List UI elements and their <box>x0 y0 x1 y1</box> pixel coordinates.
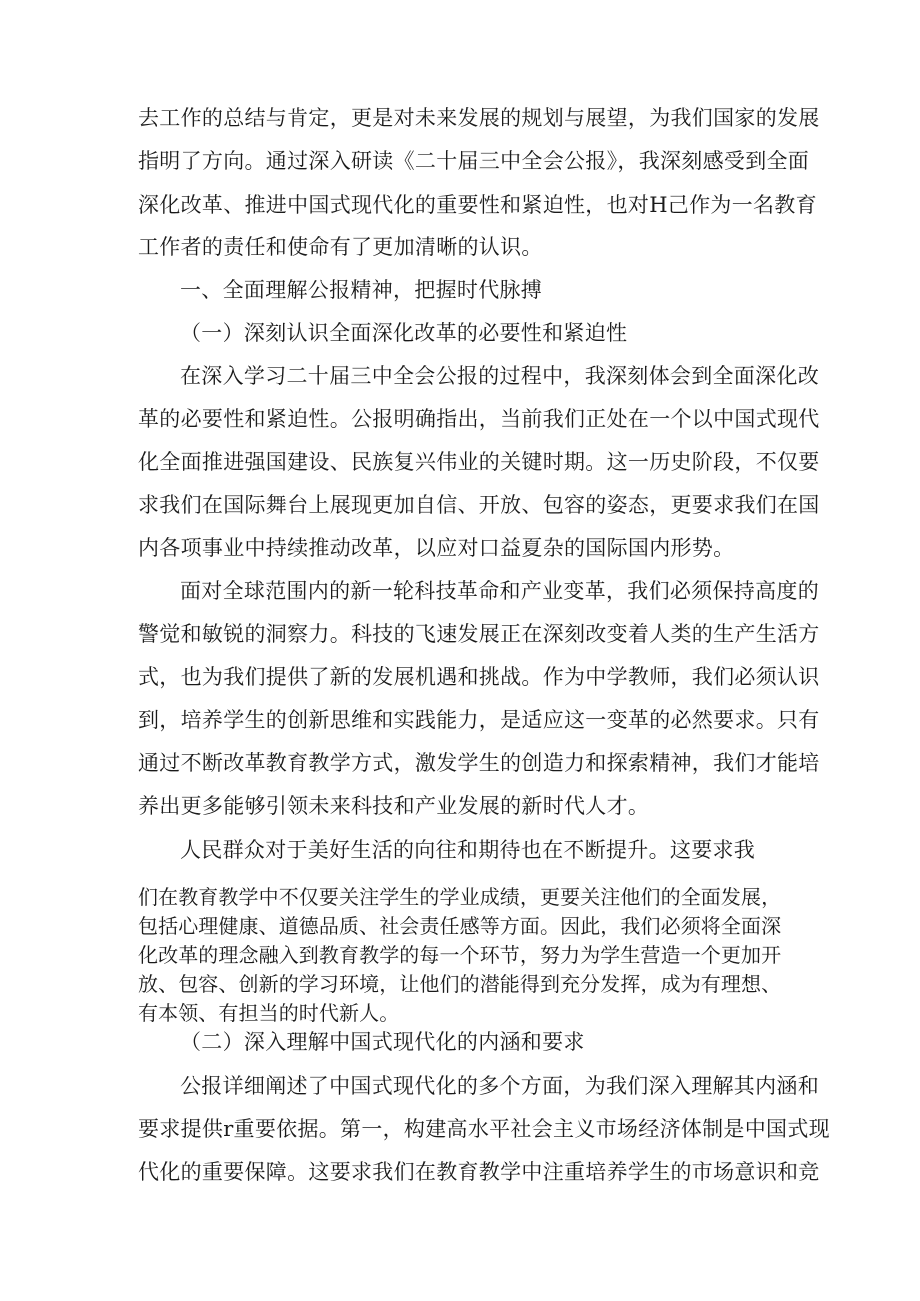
paragraph-line: 们在教育教学中不仅要关注学生的学业成绩，更要关注他们的全面发展， <box>138 885 782 909</box>
paragraph-line: 革的必要性和紧迫性。公报明确指出，当前我们正处在一个以中国式现代 <box>138 407 820 431</box>
intro-line: 深化改革、推进中国式现代化的重要性和紧迫性，也对H己作为一名教育 <box>138 193 817 217</box>
paragraph-line: 代化的重要保障。这要求我们在教育教学中注重培养学生的市场意识和竞 <box>138 1160 820 1184</box>
subsection-heading: （二）深入理解中国式现代化的内涵和要求 <box>180 1030 585 1054</box>
paragraph-line: 求我们在国际舞台上展现更加自信、开放、包容的姿态，更要求我们在国 <box>138 493 820 517</box>
section-heading: 一、全面理解公报精神，把握时代脉搏 <box>180 278 543 302</box>
intro-line: 工作者的责任和使命有了更加清晰的认识。 <box>138 235 543 259</box>
paragraph-line: 化全面推进强国建设、民族复兴伟业的关键时期。这一历史阶段，不仅要 <box>138 450 820 474</box>
paragraph-line: 有本领、有担当的时代新人。 <box>138 1001 400 1025</box>
paragraph-line: 式，也为我们提供了新的发展机遇和挑战。作为中学教师，我们必须认识 <box>138 665 820 689</box>
intro-line: 指明了方向。通过深入研读《二十届三中全会公报》，我深刻感受到全面 <box>138 149 810 173</box>
paragraph-line: 面对全球范围内的新一轮科技革命和产业变革，我们必须保持高度的 <box>180 579 819 603</box>
paragraph-line: 包括心理健康、道德品质、社会责任感等方面。因此，我们必须将全面深 <box>138 914 782 938</box>
paragraph-line: 养出更多能够引领未来科技和产业发展的新时代人才。 <box>138 794 650 818</box>
subsection-heading: （一）深刻认识全面深化改革的必要性和紧迫性 <box>180 321 628 345</box>
paragraph-line: 警觉和敏锐的洞察力。科技的飞速发展正在深刻改变着人类的生产生活方 <box>138 622 820 646</box>
paragraph-line: 化改革的理念融入到教育教学的每一个环节，努力为学生营造一个更加开 <box>138 943 782 967</box>
paragraph-line: 内各项事业中持续推动改革，以应对口益夏杂的国际国内形势。 <box>138 536 735 560</box>
intro-line: 去工作的总结与肯定，更是对未来发展的规划与展望，为我们国家的发展 <box>138 106 820 130</box>
paragraph-line: 公报详细阐述了中国式现代化的多个方面，为我们深入理解其内涵和 <box>180 1074 819 1098</box>
paragraph-line: 要求提供r重要依据。第一，构建高水平社会主义市场经济体制是中国式现 <box>138 1117 830 1141</box>
paragraph-line: 在深入学习二十届三中全会公报的过程中，我深刻体会到全面深化改 <box>180 364 819 388</box>
paragraph-line: 放、包容、创新的学习环境，让他们的潜能得到充分发挥，成为有理想、 <box>138 972 782 996</box>
paragraph-line: 到，培养学生的创新思维和实践能力，是适应这一变革的必然要求。只有 <box>138 708 820 732</box>
paragraph-line: 通过不断改革教育教学方式，激发学生的创造力和探索精神，我们才能培 <box>138 751 820 775</box>
paragraph-line: 人民群众对于美好生活的向往和期待也在不断提升。这要求我 <box>180 838 756 862</box>
